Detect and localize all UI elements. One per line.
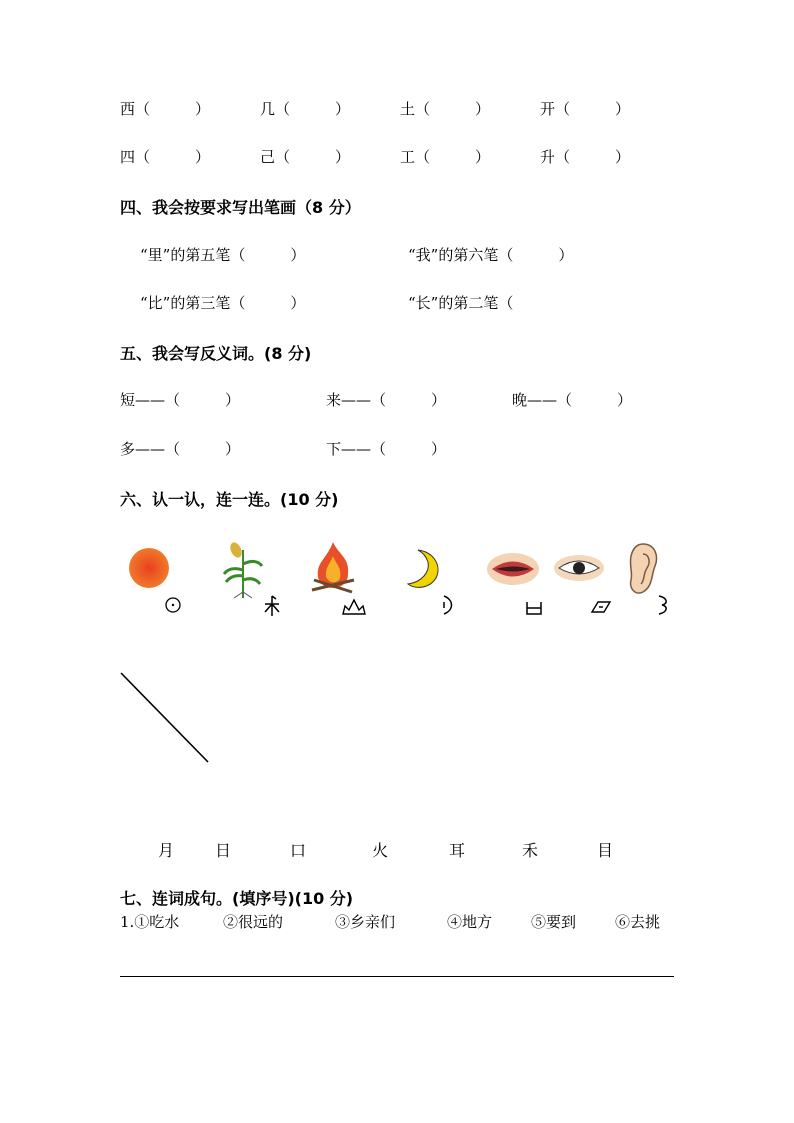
section-heading: 五、我会写反义词。(8 分): [120, 344, 312, 363]
antonym-item: 来——（ ）: [326, 391, 447, 409]
ancient-ear-glyph: [656, 594, 670, 616]
ancient-sun-glyph: [164, 596, 182, 614]
word-option: 1.①吃水: [120, 913, 180, 931]
moon-icon: [404, 548, 442, 590]
word-option: ③乡亲们: [335, 913, 396, 931]
ancient-eye-glyph: [590, 600, 612, 614]
char-item: 升（ ）: [540, 148, 631, 166]
modern-character: 耳: [449, 841, 466, 860]
fire-icon: [308, 540, 358, 594]
ancient-moon-glyph: [440, 594, 456, 616]
modern-character: 口: [290, 841, 307, 860]
answer-line: [120, 976, 674, 977]
modern-character: 日: [215, 841, 232, 860]
char-item: 几（ ）: [260, 100, 351, 118]
stroke-question: “里”的第五笔（ ）: [140, 246, 306, 264]
char-item: 工（ ）: [400, 148, 491, 166]
modern-character: 火: [372, 841, 389, 860]
stroke-question: “长”的第二笔（: [408, 294, 514, 312]
mouth-icon: [486, 552, 540, 586]
char-item: 西（ ）: [120, 100, 211, 118]
char-item: 四（ ）: [120, 148, 211, 166]
grain-icon: [220, 540, 266, 600]
word-option: ⑤要到: [531, 913, 577, 931]
ancient-mouth-glyph: [525, 600, 543, 616]
section-heading: 四、我会按要求写出笔画（8 分）: [120, 198, 361, 217]
antonym-item: 多——（ ）: [120, 440, 241, 458]
char-item: 开（ ）: [540, 100, 631, 118]
word-option: ②很远的: [223, 913, 284, 931]
word-option: ⑥去挑: [615, 913, 661, 931]
modern-character: 目: [597, 841, 614, 860]
stroke-question: “比”的第三笔（ ）: [140, 294, 306, 312]
modern-character: 月: [158, 841, 175, 860]
ancient-fire-glyph: [341, 598, 367, 616]
word-option: ④地方: [447, 913, 493, 931]
section-heading: 七、连词成句。(填序号)(10 分): [120, 889, 354, 908]
sun-icon: [127, 546, 171, 590]
ancient-grain-glyph: [262, 594, 282, 618]
ear-icon: [625, 542, 661, 596]
section-heading: 六、认一认，连一连。(10 分): [120, 490, 339, 509]
stroke-question: “我”的第六笔（ ）: [408, 246, 574, 264]
antonym-item: 晚——（ ）: [512, 391, 633, 409]
eye-icon: [553, 554, 605, 582]
char-item: 己（ ）: [260, 148, 351, 166]
connecting-line: [118, 670, 212, 766]
char-item: 土（ ）: [400, 100, 491, 118]
modern-character: 禾: [522, 841, 539, 860]
antonym-item: 下——（ ）: [326, 440, 447, 458]
antonym-item: 短——（ ）: [120, 391, 241, 409]
